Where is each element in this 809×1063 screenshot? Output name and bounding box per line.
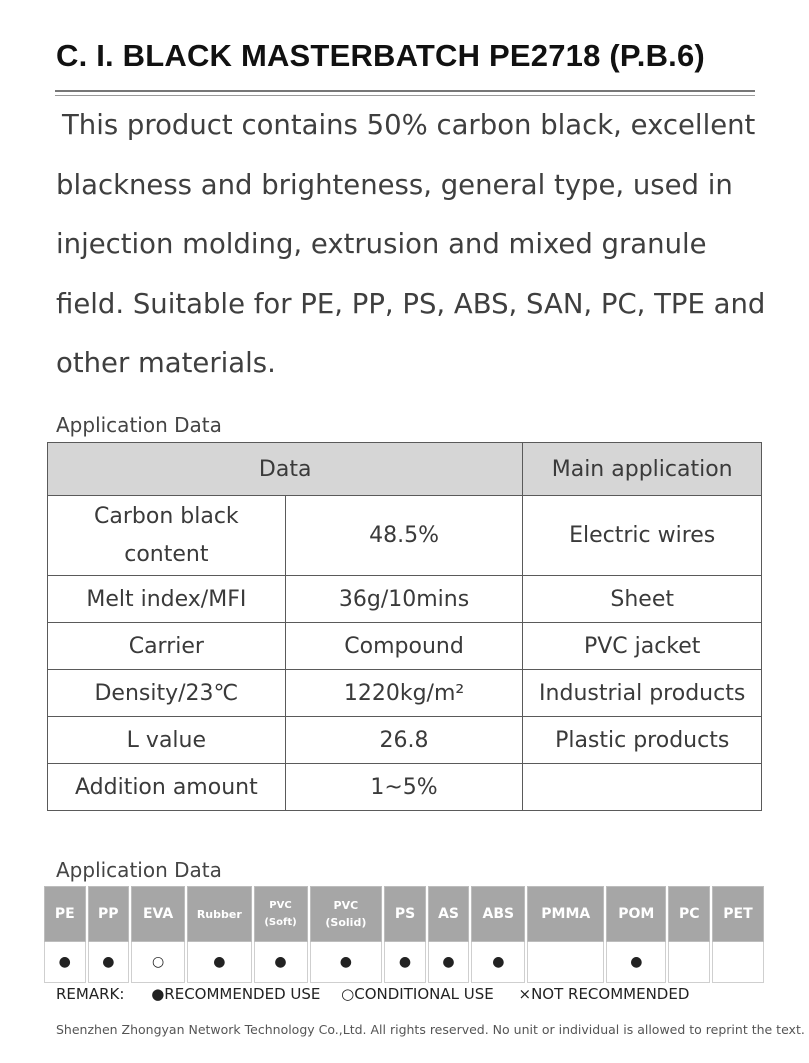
- value-cell: 26.8: [285, 717, 523, 764]
- usage-mark: ●: [606, 942, 666, 983]
- material-header: Rubber: [187, 886, 251, 942]
- usage-mark: [527, 942, 604, 983]
- usage-mark: [712, 942, 764, 983]
- material-header: PVC (Solid): [310, 886, 383, 942]
- material-header: PET: [712, 886, 764, 942]
- usage-mark: ●: [88, 942, 130, 983]
- usage-mark: ●: [428, 942, 470, 983]
- data-table-label: Application Data: [56, 413, 222, 437]
- material-mark-row: [44, 942, 764, 983]
- material-header: PS: [384, 886, 426, 942]
- value-cell: Compound: [285, 623, 523, 670]
- page-title: C. I. BLACK MASTERBATCH PE2718 (P.B.6): [56, 38, 705, 73]
- header-data: Data: [48, 443, 523, 496]
- material-header: PE: [44, 886, 86, 942]
- legend-not-recommended: ×NOT RECOMMENDED: [518, 985, 690, 1003]
- usage-mark: ●: [384, 942, 426, 983]
- material-header: PC: [668, 886, 710, 942]
- usage-mark: ●: [44, 942, 86, 983]
- header-main-application: Main application: [523, 443, 762, 496]
- table-row: [48, 496, 762, 576]
- legend-conditional: ○CONDITIONAL USE: [341, 985, 494, 1003]
- value-cell: 1220kg/m²: [285, 670, 523, 717]
- value-cell: 1~5%: [285, 764, 523, 811]
- value-cell: 36g/10mins: [285, 576, 523, 623]
- property-cell: Addition amount: [48, 764, 286, 811]
- application-cell: Industrial products: [523, 670, 762, 717]
- material-header: AS: [428, 886, 470, 942]
- material-header: ABS: [471, 886, 525, 942]
- table-row: [48, 576, 762, 623]
- property-cell: Melt index/MFI: [48, 576, 286, 623]
- table-header-row: [48, 443, 762, 496]
- usage-mark: ●: [471, 942, 525, 983]
- table-row: [48, 670, 762, 717]
- material-header-row: [44, 886, 764, 942]
- usage-mark: [668, 942, 710, 983]
- application-data-table: [47, 442, 762, 811]
- property-cell: L value: [48, 717, 286, 764]
- usage-mark: ●: [310, 942, 383, 983]
- application-cell: [523, 764, 762, 811]
- application-cell: Sheet: [523, 576, 762, 623]
- material-header: PVC (Soft): [254, 886, 308, 942]
- table-row: [48, 717, 762, 764]
- table-row: [48, 764, 762, 811]
- remark-label: REMARK:: [56, 985, 125, 1003]
- remark-legend: [56, 985, 689, 1003]
- application-cell: Electric wires: [523, 496, 762, 576]
- copyright-footer: Shenzhen Zhongyan Network Technology Co.,Ltd. All rights reserved. No unit or individual is allowed to reprint the text.: [56, 1022, 805, 1037]
- usage-mark: ○: [131, 942, 185, 983]
- material-header: PP: [88, 886, 130, 942]
- material-compatibility-table: [42, 886, 766, 983]
- legend-recommended: ●RECOMMENDED USE: [151, 985, 321, 1003]
- value-cell: 48.5%: [285, 496, 523, 576]
- property-cell: Carrier: [48, 623, 286, 670]
- application-cell: PVC jacket: [523, 623, 762, 670]
- application-table-label: Application Data: [56, 858, 222, 882]
- product-description: This product contains 50% carbon black, excellent blackness and brighteness, general type, used in injection molding, extrusion and mixed granule field. Suitable for PE, PP, PS, ABS, SAN, PC, TPE and other materials.: [56, 109, 766, 379]
- application-cell: Plastic products: [523, 717, 762, 764]
- property-cell: Carbon black content: [48, 496, 286, 576]
- property-cell: Density/23℃: [48, 670, 286, 717]
- usage-mark: ●: [254, 942, 308, 983]
- material-header: EVA: [131, 886, 185, 942]
- material-header: PMMA: [527, 886, 604, 942]
- table-row: [48, 623, 762, 670]
- material-header: POM: [606, 886, 666, 942]
- title-divider: [55, 90, 755, 92]
- usage-mark: ●: [187, 942, 251, 983]
